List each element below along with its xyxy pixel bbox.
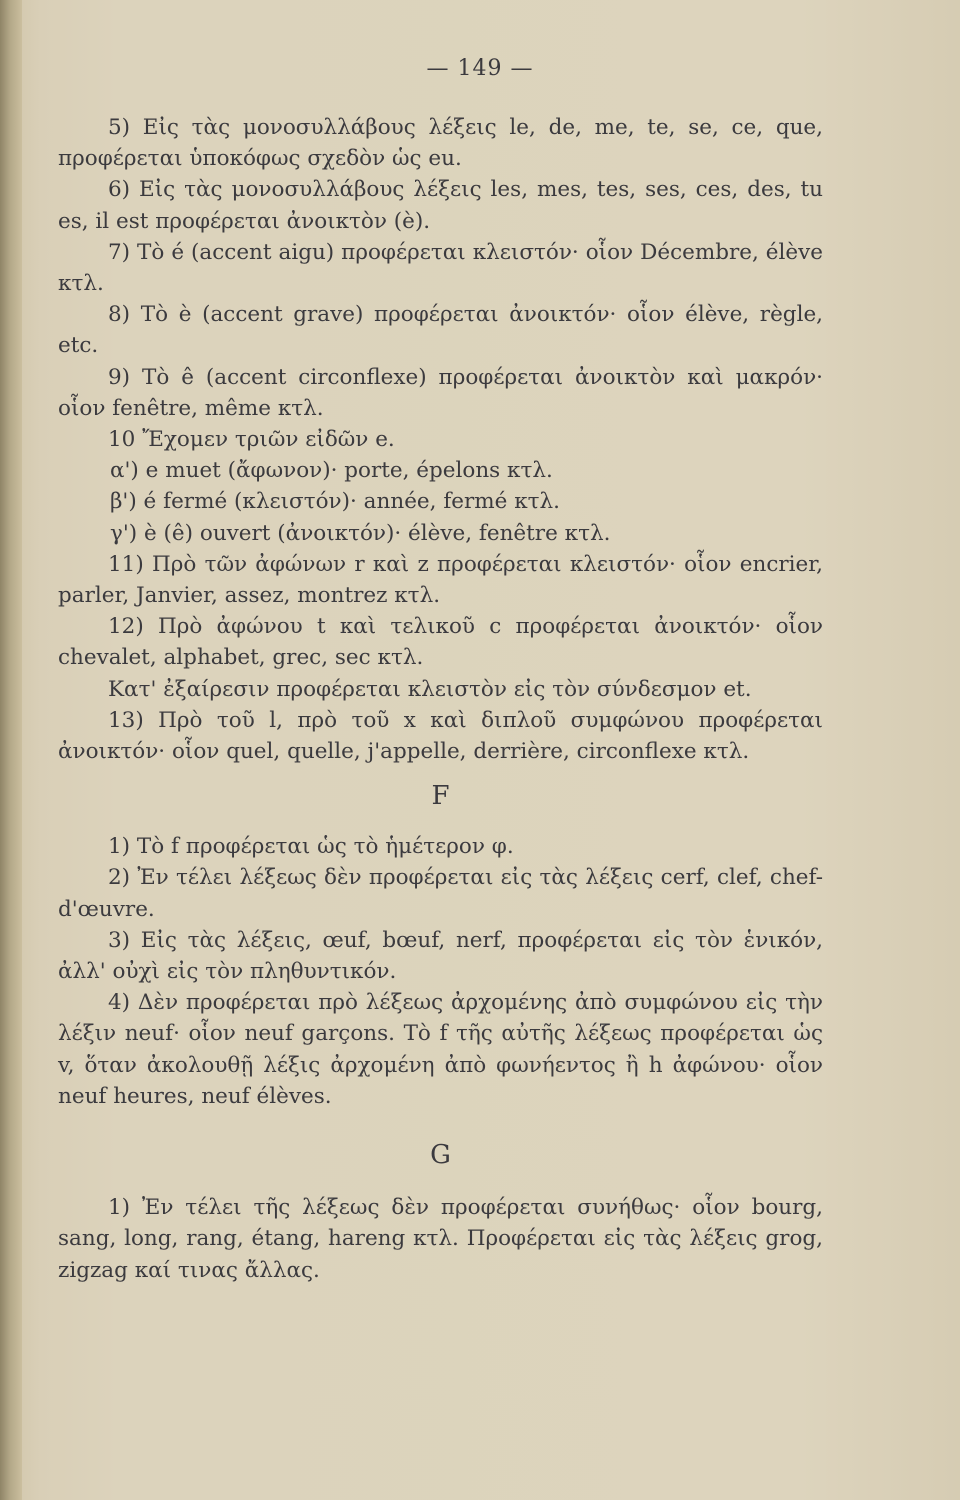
f-paragraph-2: 2) Ἐν τέλει λέξεως δὲν προφέρεται εἰς τὰς λέξεις cerf, clef, chef-d'œuvre. xyxy=(58,865,823,922)
page-number: — 149 — xyxy=(426,56,534,81)
paragraph-6: 6) Εἰς τὰς μονοσυλλάβους λέξεις les, mes, tes, ses, ces, des, tu es, il est προφέρεται ἀνοικτὸν (è). xyxy=(58,177,823,234)
paragraph-12: 12) Πρὸ ἀφώνου t καὶ τελικοῦ c προφέρεται ἀνοικτόν· οἷον chevalet, alphabet, grec, sec κτλ. xyxy=(58,614,823,671)
paragraph-8: 8) Τὸ è (accent grave) προφέρεται ἀνοικτόν· οἷον élève, règle, etc. xyxy=(58,302,823,359)
paragraph-7: 7) Τὸ é (accent aigu) προφέρεται κλειστόν· οἷον Décembre, élève κτλ. xyxy=(58,239,823,297)
sub-item-gamma: γ') è (ê) ouvert (ἀνοικτόν)· élève, fenêtre κτλ. xyxy=(110,520,611,546)
section-heading-f: F xyxy=(431,781,450,812)
paragraph-5: 5) Εἰς τὰς μονοσυλλάβους λέξεις le, de, me, te, se, ce, que, προφέρεται ὑποκόφως σχεδὸν ὡς eu. xyxy=(58,115,823,172)
section-heading-g: G xyxy=(430,1140,451,1171)
sub-item-alpha: α') e muet (ἄφωνον)· porte, épelons κτλ. xyxy=(110,458,553,484)
sub-item-beta: β') é fermé (κλειστόν)· année, fermé κτλ. xyxy=(110,489,561,515)
paragraph-exception: Κατ' ἐξαίρεσιν προφέρεται κλειστὸν εἰς τὸν σύνδεσμον et. xyxy=(108,676,752,702)
paragraph-10: 10 Ἔχομεν τριῶν εἰδῶν e. xyxy=(108,427,395,453)
g-paragraph-1: 1) Ἐν τέλει τῆς λέξεως δὲν προφέρεται συνήθως· οἷον bourg, sang, long, rang, étang, hareng κτλ. Προφέρεται εἰς τὰς λέξεις grog, zigzag καί τινας ἄλλας. xyxy=(58,1195,823,1283)
page-binding-edge xyxy=(0,0,22,1500)
paragraph-9: 9) Τὸ ê (accent circonflexe) προφέρεται ἀνοικτὸν καὶ μακρόν· οἷον fenêtre, même κτλ. xyxy=(58,364,823,421)
paragraph-11: 11) Πρὸ τῶν ἀφώνων r καὶ z προφέρεται κλειστόν· οἷον encrier, parler, Janvier, assez, montrez κτλ. xyxy=(58,551,823,609)
paragraph-13: 13) Πρὸ τοῦ l, πρὸ τοῦ x καὶ διπλοῦ συμφώνου προφέρεται ἀνοικτόν· οἷον quel, quelle, j'appelle, derrière, circonflexe κτλ. xyxy=(58,707,823,765)
f-paragraph-3: 3) Εἰς τὰς λέξεις, œuf, bœuf, nerf, προφέρεται εἰς τὸν ἑνικόν, ἀλλ' οὐχὶ εἰς τὸν πληθυντικόν. xyxy=(58,927,823,985)
f-paragraph-1: 1) Τὸ f προφέρεται ὡς τὸ ἡμέτερον φ. xyxy=(108,834,514,860)
f-paragraph-4: 4) Δὲν προφέρεται πρὸ λέξεως ἀρχομένης ἀπὸ συμφώνου εἰς τὴν λέξιν neuf· οἷον neuf garçons. Τὸ f τῆς αὐτῆς λέξεως προφέρεται ὡς v, ὅταν ἀκολουθῇ λέξις ἀρχομένη ἀπὸ φωνήεντος ἢ h ἀφώνου· οἷον neuf heures, neuf élèves. xyxy=(58,990,823,1109)
page-body xyxy=(58,112,823,1286)
